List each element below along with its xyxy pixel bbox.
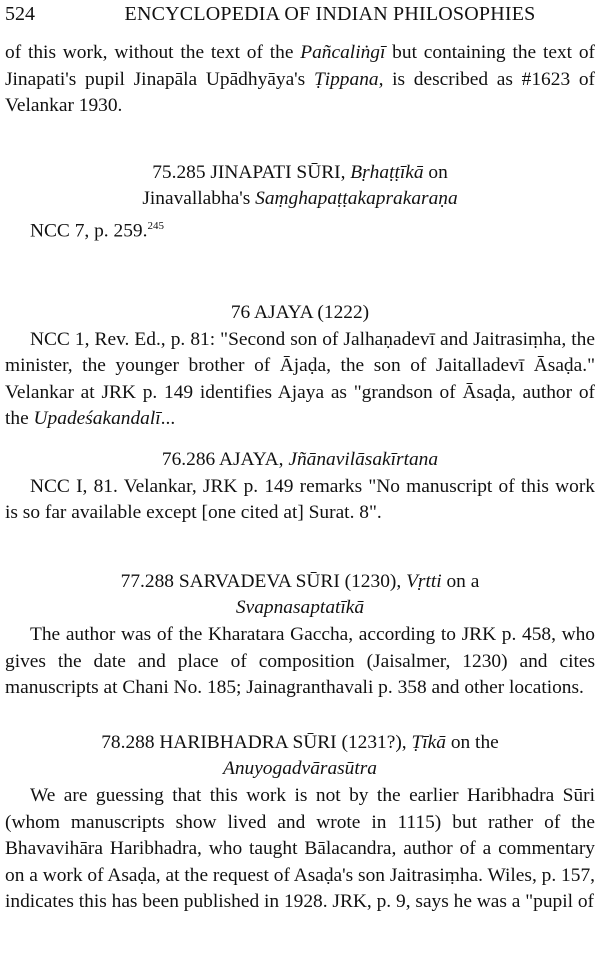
text-run: of this work, without the text of the	[5, 42, 301, 63]
title-italic: Jñānavilāsakīrtana	[288, 449, 439, 470]
entry-heading-76-286	[5, 447, 595, 474]
title-italic: Pañcaliṅgī	[300, 42, 386, 63]
footnote-marker: 245	[147, 219, 164, 232]
entry-body-76	[5, 327, 595, 433]
heading-text: Jinavallabha's	[142, 188, 256, 210]
page-number: 524	[5, 3, 35, 25]
entry-heading-78-288	[5, 730, 595, 783]
text-run: but containing the text of Jinapati's pupil Jinapāla Upādhyāya's	[5, 42, 595, 90]
title-italic: Ṭippana,	[313, 68, 384, 90]
heading-text: 75.285 JINAPATI SŪRI,	[152, 161, 351, 183]
running-head	[5, 0, 595, 26]
heading-text: on the	[445, 731, 499, 753]
title-italic: Upadeśakandalī	[33, 408, 161, 430]
text-run: is described as #1623 of Velankar 1930.	[5, 68, 596, 117]
title-italic: Bṛhaṭṭīkā	[350, 161, 424, 183]
entry-heading-75-285	[20, 160, 580, 213]
title-italic: Vṛtti	[406, 570, 442, 592]
heading-text: 77.288 SARVADEVA SŪRI (1230),	[120, 570, 407, 592]
text-run: ...	[160, 408, 176, 430]
running-title: ENCYCLOPEDIA OF INDIAN PHILOSOPHIES	[124, 3, 536, 25]
entry-heading-77-288	[5, 569, 595, 622]
continuation-paragraph	[5, 40, 595, 120]
title-italic: Svapnasaptatīkā	[235, 597, 365, 619]
entry-heading-76: 76 AJAYA (1222)	[230, 302, 370, 324]
reference-text: NCC 7, p. 259.	[30, 220, 148, 242]
entry-body-76-286: NCC I, 81. Velankar, JRK p. 149 remarks "No manuscript of this work is so far available except [one cited at] Surat. 8".	[5, 475, 595, 524]
title-italic: Ṭīkā	[411, 731, 446, 753]
entry-ref-75-285	[5, 213, 595, 245]
heading-text: on	[423, 161, 448, 183]
heading-text: 76.286 AJAYA,	[161, 449, 289, 470]
title-italic: Anuyogadvārasūtra	[222, 758, 378, 780]
entry-body-77-288: The author was of the Kharatara Gaccha, according to JRK p. 458, who gives the date and place of composition (Jaisalmer, 1230) and cites manuscripts at Chani No. 185; Jainagranthavali p. 358 and other locations.	[5, 623, 595, 699]
text-run: NCC 1, Rev. Ed., p. 81: "Second son of Jalhaṇadevī and Jaitrasiṃha, the minister, the younger brother of Ājaḍa, the son of Jaitalladevī Āsaḍa." Velankar at JRK p. 149 identifies Ajaya as "grandson of Āsaḍa, author of the	[5, 328, 595, 430]
page	[5, 0, 595, 916]
title-italic: Saṃghapaṭṭakaprakaraṇa	[255, 188, 458, 210]
heading-text: on a	[441, 570, 480, 592]
entry-body-78-288: We are guessing that this work is not by the earlier Haribhadra Sūri (whom manuscripts show lived and wrote in 1115) but rather of the Bhavavihāra Haribhadra, who taught Bālacandra, author of a commentary on a work of Asaḍa, at the request of Asaḍa's son Jaitrasiṃha. Wiles, p. 157, indicates this has been published in 1928. JRK, p. 9, says he was a "pupil of	[5, 784, 595, 913]
heading-text: 78.288 HARIBHADRA SŪRI (1231?),	[101, 731, 412, 753]
